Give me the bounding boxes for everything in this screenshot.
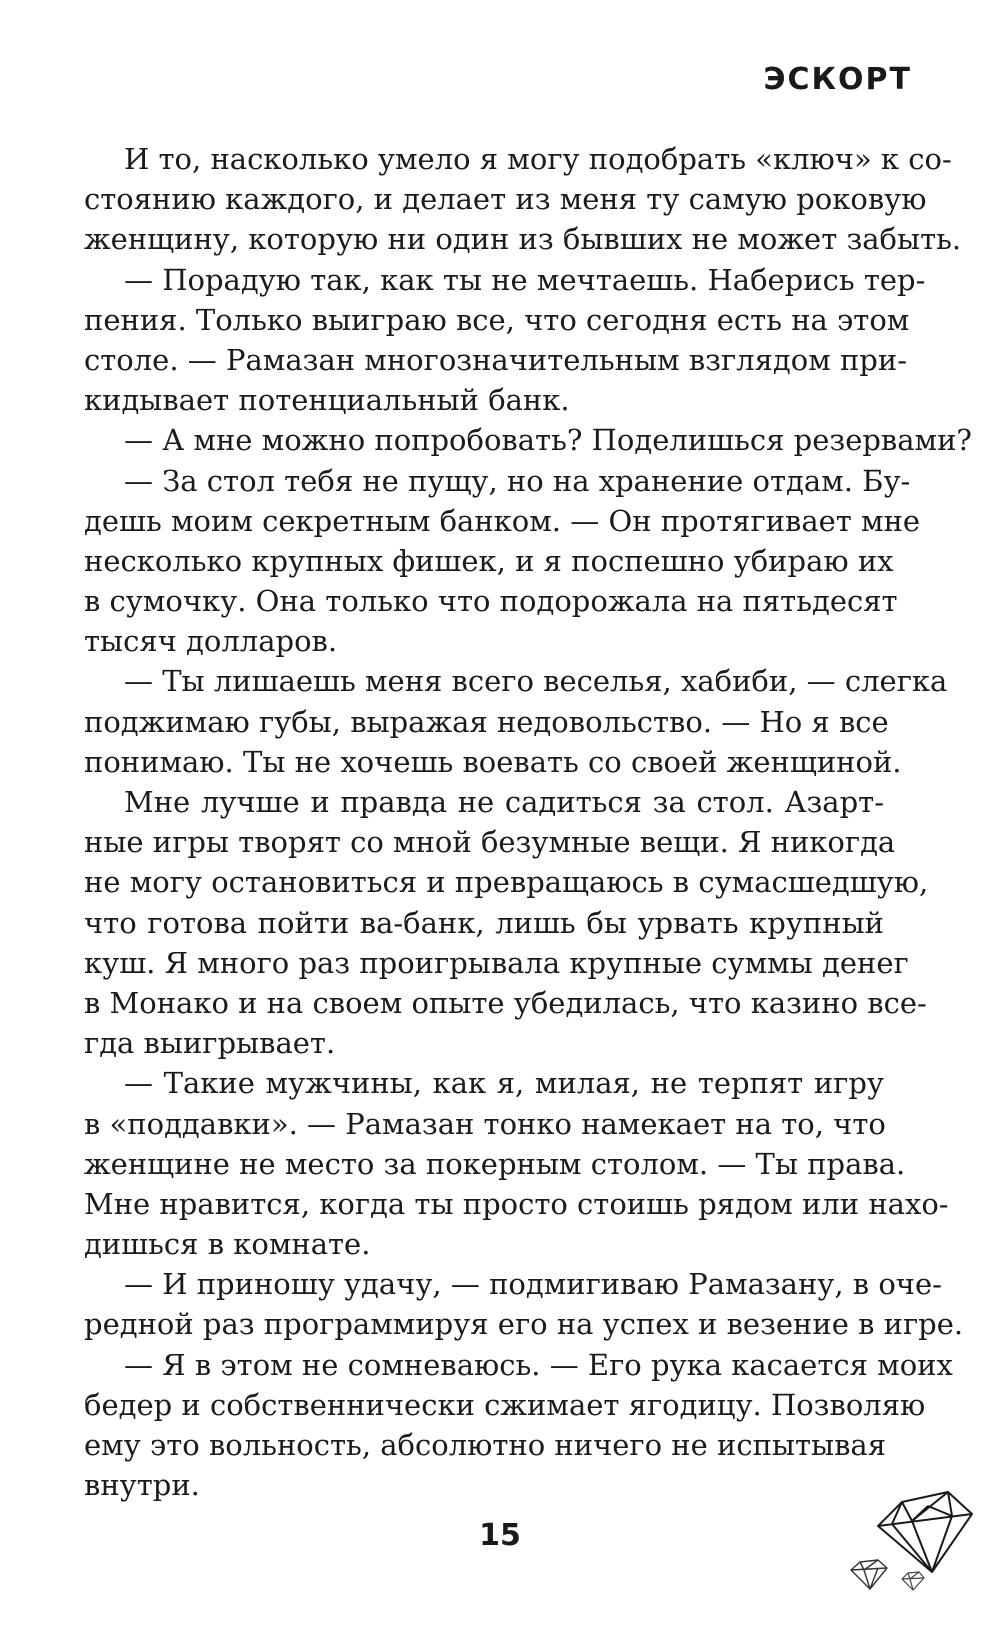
- text-line: понимаю. Ты не хочешь воевать со своей женщиной.: [84, 744, 902, 779]
- text-line: бедер и собственнически сжимает ягодицу. Позволяю: [84, 1387, 926, 1422]
- text-line: Мне лучше и правда не садиться за стол. Азарт-: [124, 785, 884, 819]
- text-line: внутри.: [84, 1468, 200, 1503]
- text-line: в «поддавки». — Рамазан тонко намекает на то, что: [84, 1106, 886, 1141]
- text-line: куш. Я много раз проигрывала крупные суммы денег: [84, 945, 909, 980]
- body-text: [84, 139, 972, 1505]
- text-line: — За стол тебя не пущу, но на хранение отдам. Бу-: [124, 463, 911, 498]
- tiny-diamond-icon: [900, 1570, 926, 1592]
- text-line: несколько крупных фишек, и я поспешно убираю их: [84, 543, 894, 578]
- text-line: тысяч долларов.: [84, 624, 338, 659]
- text-line: не могу остановиться и превращаюсь в сумасшедшую,: [84, 865, 929, 900]
- text-line: стоянию каждого, и делает из меня ту самую роковую: [84, 182, 927, 217]
- text-line: редной раз программируя его на успех и везение в игре.: [84, 1307, 964, 1342]
- text-line: — Порадую так, как ты не мечтаешь. Наберись тер-: [124, 262, 926, 297]
- text-line: кидывает потенциальный банк.: [84, 383, 570, 418]
- text-line: дишься в комнате.: [84, 1227, 371, 1262]
- text-line: — А мне можно попробовать? Поделишься резервами?: [124, 423, 972, 458]
- page-number: 15: [479, 1518, 521, 1553]
- text-line: в Монако и на своем опыте убедилась, что казино все-: [84, 985, 927, 1020]
- text-line: в сумочку. Она только что подорожала на пятьдесят: [84, 584, 898, 619]
- text-line: женщине не место за покерным столом. — Ты права.: [84, 1146, 906, 1181]
- text-line: что готова пойти ва-банк, лишь бы урвать крупный: [84, 905, 884, 940]
- text-line: пения. Только выиграю все, что сегодня есть на этом: [84, 302, 910, 337]
- text-line: столе. — Рамазан многозначительным взглядом при-: [84, 342, 907, 377]
- text-line: И то, насколько умело я могу подобрать «ключ» к со-: [124, 142, 952, 176]
- text-line: ему это вольность, абсолютно ничего не испытывая: [84, 1428, 887, 1462]
- text-line: дешь моим секретным банком. — Он протягивает мне: [84, 503, 921, 538]
- text-line: — Такие мужчины, как я, милая, не терпят игру: [124, 1066, 884, 1101]
- text-line: — Я в этом не сомневаюсь. — Его рука касается моих: [124, 1347, 953, 1382]
- running-header: ЭСКОРТ: [763, 62, 912, 97]
- text-line: — И приношу удачу, — подмигиваю Рамазану, в оче-: [124, 1267, 942, 1302]
- text-line: поджимаю губы, выражая недовольство. — Но я все: [84, 704, 889, 739]
- text-line: ные игры творят со мной безумные вещи. Я никогда: [84, 825, 896, 860]
- text-line: — Ты лишаешь меня всего веселья, хабиби, — слегка: [124, 664, 948, 699]
- text-line: Мне нравится, когда ты просто стоишь рядом или нахо-: [84, 1186, 949, 1221]
- text-line: женщину, которую ни один из бывших не может забыть.: [84, 222, 962, 257]
- small-diamond-icon: [848, 1556, 890, 1592]
- text-line: гда выигрывает.: [84, 1026, 336, 1061]
